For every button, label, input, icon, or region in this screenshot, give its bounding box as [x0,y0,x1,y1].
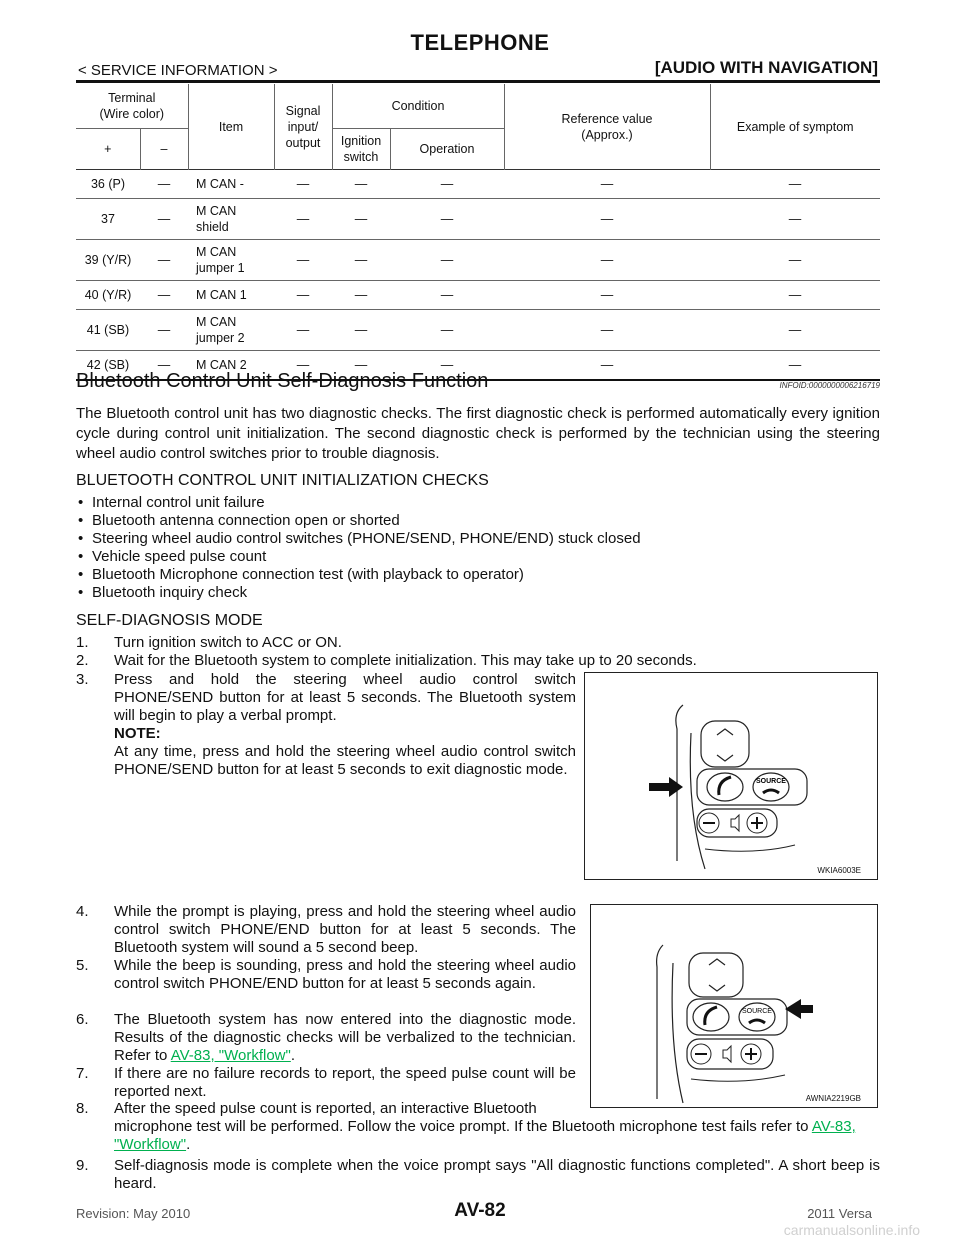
figure-code: WKIA6003E [817,866,861,875]
table-cell-signal: — [274,281,332,310]
list-item: • Internal control unit failure [76,494,641,512]
pointer-arrow-icon [785,999,813,1019]
table-cell-sym: — [710,199,880,240]
page-title: TELEPHONE [410,30,550,55]
step-text: Press and hold the steering wheel audio control switch PHONE/SEND button for at least 5 seconds. The Bluetooth system will begin to play a verbal prompt. [114,671,576,724]
table-cell-ign: — [332,281,390,310]
table-cell-signal: — [274,310,332,351]
step-8-continuation [114,1118,880,1154]
table-cell-ref: — [504,281,710,310]
model-label: 2011 Versa [807,1206,872,1221]
system-label: [AUDIO WITH NAVIGATION] [654,58,878,77]
source-label: SOURCE [742,1008,772,1015]
table-cell-sym: — [710,310,880,351]
table-cell-ign: — [332,310,390,351]
table-row [76,281,880,310]
step-number: 7. [76,1065,89,1082]
table-cell-minus: — [140,199,188,240]
terminal-table [76,84,880,381]
table-cell-op: — [390,170,504,199]
step-text-end: . [290,1047,296,1064]
th-minus: – [140,129,188,170]
table-cell-ign: — [332,351,390,381]
table-cell-op: — [390,310,504,351]
figure-send-button [584,672,878,880]
intro-paragraph: The Bluetooth control unit has two diagnostic checks. The first diagnostic check is performed automatically every ignition cycle during control unit initialization. The second diagnostic check is performed by the technician using the steering wheel audio control switches prior to trouble diagnosis. [76,405,880,462]
table-cell-minus: — [140,240,188,281]
table-cell-signal: — [274,240,332,281]
table-cell-op: — [390,281,504,310]
list-item: • Bluetooth antenna connection open or shorted [76,512,641,530]
table-cell-ref: — [504,351,710,381]
workflow-link[interactable]: AV-83, "Workflow" [114,1118,856,1153]
step-number: 9. [76,1157,89,1174]
list-item: • Bluetooth Microphone connection test (with playback to operator) [76,566,641,584]
th-signal: Signal input/ output [274,84,332,170]
steering-switch-illustration-2 [591,905,877,1107]
table-cell-ref: — [504,240,710,281]
workflow-link[interactable]: AV-83, "Workflow" [170,1047,291,1064]
step-number: 8. [76,1100,89,1117]
steering-switch-illustration-1 [585,673,877,879]
step-text: Self-diagnosis mode is complete when the voice prompt says "All diagnostic functions completed". A short beep is heard. [114,1157,880,1192]
figure-code: AWNIA2219GB [805,1094,861,1103]
list-item: • Vehicle speed pulse count [76,548,641,566]
list-item: • Steering wheel audio control switches (PHONE/SEND, PHONE/END) stuck closed [76,530,641,548]
info-id: INFOID:0000000006216719 [779,381,880,390]
self-diagnosis-title: SELF-DIAGNOSIS MODE [76,612,263,629]
step-number: 2. [76,652,89,669]
table-cell-plus: 39 (Y/R) [76,240,140,281]
step-number: 4. [76,903,89,920]
table-cell-ref: — [504,310,710,351]
table-cell-sym: — [710,351,880,381]
table-cell-item: M CAN shield [188,199,274,240]
table-cell-plus: 42 (SB) [76,351,140,381]
figure-end-button [590,904,878,1108]
th-reference: Reference value (Approx.) [504,84,710,170]
step-text-end: . [186,1136,191,1153]
th-symptom: Example of symptom [710,84,880,170]
table-cell-item: M CAN 1 [188,281,274,310]
table-row [76,199,880,240]
th-plus: + [76,129,140,170]
th-terminal: Terminal (Wire color) [99,91,165,121]
table-cell-ref: — [504,199,710,240]
table-cell-minus: — [140,310,188,351]
table-cell-item: M CAN 2 [188,351,274,381]
revision-label: Revision: May 2010 [76,1206,191,1221]
page-number: AV-82 [454,1200,506,1221]
step-text: After the speed pulse count is reported, an interactive Bluetooth [114,1100,537,1117]
table-cell-minus: — [140,281,188,310]
note-label: NOTE: [114,725,161,742]
watermark: carmanualsonline.info [783,1222,920,1238]
table-cell-plus: 41 (SB) [76,310,140,351]
table-cell-item: M CAN jumper 2 [188,310,274,351]
step-text: If there are no failure records to report, the speed pulse count will be reported next. [114,1065,576,1100]
table-cell-signal: — [274,199,332,240]
table-cell-plus: 36 (P) [76,170,140,199]
table-row [76,240,880,281]
section-title: Bluetooth Control Unit Self-Diagnosis Function [76,370,489,392]
header-rule [76,80,880,83]
table-cell-ign: — [332,240,390,281]
th-condition: Condition [332,84,504,129]
table-cell-minus: — [140,170,188,199]
table-cell-sym: — [710,240,880,281]
section-breadcrumb: < SERVICE INFORMATION > [78,62,278,79]
step-number: 6. [76,1011,89,1028]
list-item: • Bluetooth inquiry check [76,584,641,602]
step-number: 1. [76,634,89,651]
table-cell-minus: — [140,351,188,381]
table-cell-sym: — [710,281,880,310]
step-text: While the prompt is playing, press and hold the steering wheel audio control switch PHONE/END button for at least 5 seconds. The Bluetooth system will sound a 5 second beep. [114,903,576,956]
step-number: 5. [76,957,89,974]
table-cell-item: M CAN jumper 1 [188,240,274,281]
step-text-continued: microphone test will be performed. Follow the voice prompt. If the Bluetooth microphone test fails refer to [114,1118,812,1135]
step-text: The Bluetooth system has now entered into the diagnostic mode. Results of the diagnostic checks will be verbalized to the technician. Refer to [114,1011,576,1064]
table-cell-plus: 40 (Y/R) [76,281,140,310]
step-text: Turn ignition switch to ACC or ON. [114,634,342,651]
table-cell-plus: 37 [76,199,140,240]
table-cell-signal: — [274,170,332,199]
table-row [76,310,880,351]
source-label: SOURCE [756,778,786,785]
note-text: At any time, press and hold the steering wheel audio control switch PHONE/SEND button for at least 5 seconds to exit diagnostic mode. [114,743,576,778]
table-cell-sym: — [710,170,880,199]
th-item: Item [188,84,274,170]
table-cell-item: M CAN - [188,170,274,199]
step-text: Wait for the Bluetooth system to complete initialization. This may take up to 20 seconds. [114,652,697,669]
th-ignition: Ignition switch [332,129,390,170]
table-cell-op: — [390,240,504,281]
init-checks-title: BLUETOOTH CONTROL UNIT INITIALIZATION CHECKS [76,472,489,489]
table-cell-ign: — [332,170,390,199]
table-cell-op: — [390,199,504,240]
step-text: While the beep is sounding, press and hold the steering wheel audio control switch PHONE/END button for at least 5 seconds again. [114,957,576,992]
table-cell-signal: — [274,351,332,381]
table-cell-ref: — [504,170,710,199]
pointer-arrow-icon [649,777,683,797]
th-operation: Operation [390,129,504,170]
table-cell-ign: — [332,199,390,240]
step-number: 3. [76,671,89,688]
table-cell-op: — [390,351,504,381]
table-row [76,170,880,199]
init-checks-list [76,494,641,602]
